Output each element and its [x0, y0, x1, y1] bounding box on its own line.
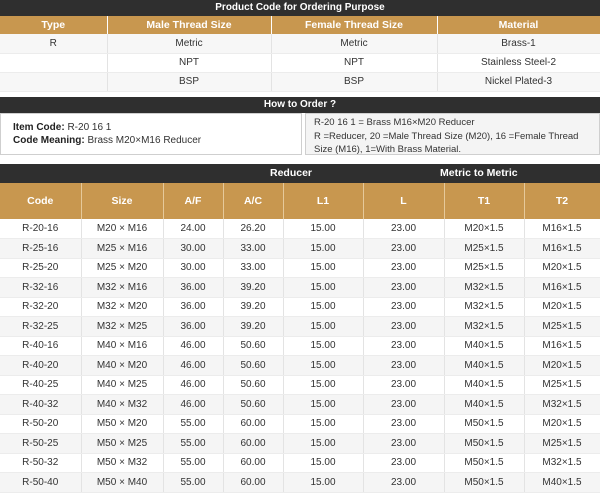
spec-cell: M20×1.5: [524, 297, 600, 317]
spec-cell: R-40-20: [0, 356, 81, 376]
code-explanation-line: R-20 16 1 = Brass M16×M20 Reducer: [314, 117, 475, 128]
spec-cell: 15.00: [283, 258, 363, 278]
spec-cell: M50×1.5: [444, 453, 524, 473]
spec-cell: M16×1.5: [524, 278, 600, 298]
spec-cell: 23.00: [363, 395, 444, 415]
spec-cell: M32×1.5: [444, 297, 524, 317]
spec-cell: 23.00: [363, 414, 444, 434]
spec-cell: M20 × M16: [81, 219, 163, 239]
spec-cell: 46.00: [163, 356, 223, 376]
spec-cell: R-32-16: [0, 278, 81, 298]
spec-header-cell: T2: [524, 183, 600, 219]
spec-cell: 23.00: [363, 473, 444, 493]
spec-cell: M25×1.5: [524, 434, 600, 454]
how-to-order-title: How to Order ?: [0, 97, 600, 113]
spec-cell: 36.00: [163, 317, 223, 337]
spec-cell: 15.00: [283, 434, 363, 454]
spec-cell: 60.00: [223, 434, 283, 454]
spec-cell: 46.00: [163, 395, 223, 415]
spec-cell: M50 × M40: [81, 473, 163, 493]
spec-cell: 50.60: [223, 395, 283, 415]
spec-cell: M20×1.5: [444, 219, 524, 239]
reducer-title: Reducer: [270, 167, 313, 179]
spec-cell: R-32-25: [0, 317, 81, 337]
spec-cell: 33.00: [223, 258, 283, 278]
spec-cell: 23.00: [363, 219, 444, 239]
item-code-panel: [0, 113, 302, 155]
metric-to-metric-title: Metric to Metric: [440, 167, 518, 179]
spec-cell: 55.00: [163, 453, 223, 473]
item-code-line: [13, 121, 289, 134]
spec-cell: 15.00: [283, 297, 363, 317]
spec-row: [0, 356, 600, 376]
spec-header-cell: A/F: [163, 183, 223, 219]
ordering-row: [0, 53, 600, 72]
ordering-cell: R: [0, 34, 107, 53]
spec-cell: M40 × M32: [81, 395, 163, 415]
spec-cell: 33.00: [223, 239, 283, 259]
ordering-row: [0, 34, 600, 53]
spec-row: [0, 297, 600, 317]
spec-cell: R-40-32: [0, 395, 81, 415]
spec-cell: 23.00: [363, 336, 444, 356]
item-code-label: Item Code:: [13, 122, 65, 133]
spec-row: [0, 434, 600, 454]
spec-cell: R-20-16: [0, 219, 81, 239]
spec-cell: R-50-25: [0, 434, 81, 454]
spec-cell: R-50-20: [0, 414, 81, 434]
spec-header-cell: T1: [444, 183, 524, 219]
spec-cell: M50 × M32: [81, 453, 163, 473]
spec-cell: 15.00: [283, 473, 363, 493]
spec-cell: M16×1.5: [524, 219, 600, 239]
spec-row: [0, 317, 600, 337]
spec-cell: 23.00: [363, 434, 444, 454]
reducer-spec-table: [0, 183, 600, 493]
spec-table-body: [0, 219, 600, 492]
spec-cell: M32 × M16: [81, 278, 163, 298]
spec-cell: M16×1.5: [524, 239, 600, 259]
spec-header-row: [0, 183, 600, 219]
spec-cell: M25 × M16: [81, 239, 163, 259]
spec-cell: M32×1.5: [524, 453, 600, 473]
spec-cell: M20×1.5: [524, 258, 600, 278]
spec-row: [0, 395, 600, 415]
spec-cell: M40×1.5: [524, 473, 600, 493]
spec-row: [0, 473, 600, 493]
spec-cell: 39.20: [223, 317, 283, 337]
spec-cell: 46.00: [163, 375, 223, 395]
spec-cell: 23.00: [363, 356, 444, 376]
spec-cell: M32×1.5: [444, 278, 524, 298]
ordering-cell: BSP: [271, 72, 437, 91]
spec-row: [0, 239, 600, 259]
ordering-cell: Stainless Steel-2: [437, 53, 600, 72]
spec-cell: M40 × M20: [81, 356, 163, 376]
spec-cell: M25×1.5: [444, 239, 524, 259]
spec-cell: M50 × M25: [81, 434, 163, 454]
spec-cell: M20×1.5: [524, 356, 600, 376]
spec-cell: R-50-32: [0, 453, 81, 473]
spec-cell: 23.00: [363, 297, 444, 317]
spec-row: [0, 278, 600, 298]
spec-cell: R-40-16: [0, 336, 81, 356]
code-meaning-value: Brass M20×M16 Reducer: [87, 135, 202, 146]
spec-cell: M25 × M20: [81, 258, 163, 278]
spec-header-cell: L1: [283, 183, 363, 219]
spec-cell: 23.00: [363, 278, 444, 298]
spec-cell: 39.20: [223, 278, 283, 298]
spec-row: [0, 453, 600, 473]
spec-cell: M50×1.5: [444, 414, 524, 434]
spec-cell: 24.00: [163, 219, 223, 239]
spec-cell: 60.00: [223, 473, 283, 493]
ordering-section-title: Product Code for Ordering Purpose: [0, 0, 600, 16]
spec-cell: M40×1.5: [444, 375, 524, 395]
ordering-code-table: [0, 16, 600, 92]
spec-cell: M32 × M25: [81, 317, 163, 337]
spec-cell: 26.20: [223, 219, 283, 239]
spec-cell: R-25-16: [0, 239, 81, 259]
spec-header-cell: Code: [0, 183, 81, 219]
ordering-cell: BSP: [107, 72, 271, 91]
spec-cell: 15.00: [283, 395, 363, 415]
spec-cell: 55.00: [163, 473, 223, 493]
spec-cell: 15.00: [283, 375, 363, 395]
code-meaning-line: [13, 134, 289, 147]
spec-cell: M40×1.5: [444, 356, 524, 376]
spec-cell: 60.00: [223, 414, 283, 434]
spec-cell: M40×1.5: [444, 395, 524, 415]
spec-cell: 30.00: [163, 239, 223, 259]
spec-header-cell: Size: [81, 183, 163, 219]
spec-cell: M25×1.5: [524, 375, 600, 395]
ordering-header-cell: Male Thread Size: [107, 16, 271, 34]
code-meaning-label: Code Meaning:: [13, 135, 85, 146]
spec-row: [0, 219, 600, 239]
spec-cell: 46.00: [163, 336, 223, 356]
reducer-title-bar: [0, 164, 600, 183]
ordering-cell: [0, 72, 107, 91]
item-code-value: R-20 16 1: [67, 122, 112, 133]
spec-cell: 15.00: [283, 278, 363, 298]
spec-row: [0, 414, 600, 434]
spec-cell: M20×1.5: [524, 414, 600, 434]
spec-cell: 36.00: [163, 297, 223, 317]
code-explanation-panel: [305, 113, 600, 155]
spec-cell: M50×1.5: [444, 473, 524, 493]
spec-cell: M40×1.5: [444, 336, 524, 356]
ordering-header-cell: Female Thread Size: [271, 16, 437, 34]
spec-cell: M25×1.5: [524, 317, 600, 337]
spec-cell: R-50-40: [0, 473, 81, 493]
spec-cell: 50.60: [223, 356, 283, 376]
spec-cell: M40 × M25: [81, 375, 163, 395]
spec-cell: M32 × M20: [81, 297, 163, 317]
ordering-header-cell: Material: [437, 16, 600, 34]
ordering-cell: Nickel Plated-3: [437, 72, 600, 91]
ordering-cell: Brass-1: [437, 34, 600, 53]
spec-cell: M32×1.5: [444, 317, 524, 337]
spec-cell: 39.20: [223, 297, 283, 317]
spec-cell: 30.00: [163, 258, 223, 278]
spec-cell: 55.00: [163, 414, 223, 434]
spec-cell: 23.00: [363, 453, 444, 473]
spec-cell: 55.00: [163, 434, 223, 454]
ordering-header-row: [0, 16, 600, 34]
spec-cell: 60.00: [223, 453, 283, 473]
spec-cell: 23.00: [363, 317, 444, 337]
code-explanation-detail: R =Reducer, 20 =Male Thread Size (M20), 16 =Female Thread Size (M16), 1=With Brass Material.: [314, 130, 579, 155]
spec-cell: 50.60: [223, 375, 283, 395]
spec-cell: 15.00: [283, 356, 363, 376]
spec-row: [0, 258, 600, 278]
spec-cell: 50.60: [223, 336, 283, 356]
spec-cell: M25×1.5: [444, 258, 524, 278]
spec-header-cell: L: [363, 183, 444, 219]
spec-cell: 15.00: [283, 239, 363, 259]
spec-header-cell: A/C: [223, 183, 283, 219]
ordering-header-cell: Type: [0, 16, 107, 34]
spec-cell: 15.00: [283, 317, 363, 337]
spec-cell: R-40-25: [0, 375, 81, 395]
spec-cell: M16×1.5: [524, 336, 600, 356]
spec-row: [0, 375, 600, 395]
spec-cell: M40 × M16: [81, 336, 163, 356]
spec-cell: 15.00: [283, 219, 363, 239]
ordering-cell: [0, 53, 107, 72]
spec-cell: 15.00: [283, 336, 363, 356]
spec-cell: 23.00: [363, 239, 444, 259]
spec-cell: M50 × M20: [81, 414, 163, 434]
spec-cell: 15.00: [283, 414, 363, 434]
spec-row: [0, 336, 600, 356]
spec-cell: 23.00: [363, 375, 444, 395]
spec-cell: 15.00: [283, 453, 363, 473]
ordering-cell: NPT: [271, 53, 437, 72]
spec-cell: R-32-20: [0, 297, 81, 317]
ordering-cell: NPT: [107, 53, 271, 72]
ordering-cell: Metric: [271, 34, 437, 53]
spec-cell: M32×1.5: [524, 395, 600, 415]
spec-cell: R-25-20: [0, 258, 81, 278]
spec-cell: 36.00: [163, 278, 223, 298]
spec-cell: 23.00: [363, 258, 444, 278]
spec-cell: M50×1.5: [444, 434, 524, 454]
ordering-cell: Metric: [107, 34, 271, 53]
ordering-row: [0, 72, 600, 91]
